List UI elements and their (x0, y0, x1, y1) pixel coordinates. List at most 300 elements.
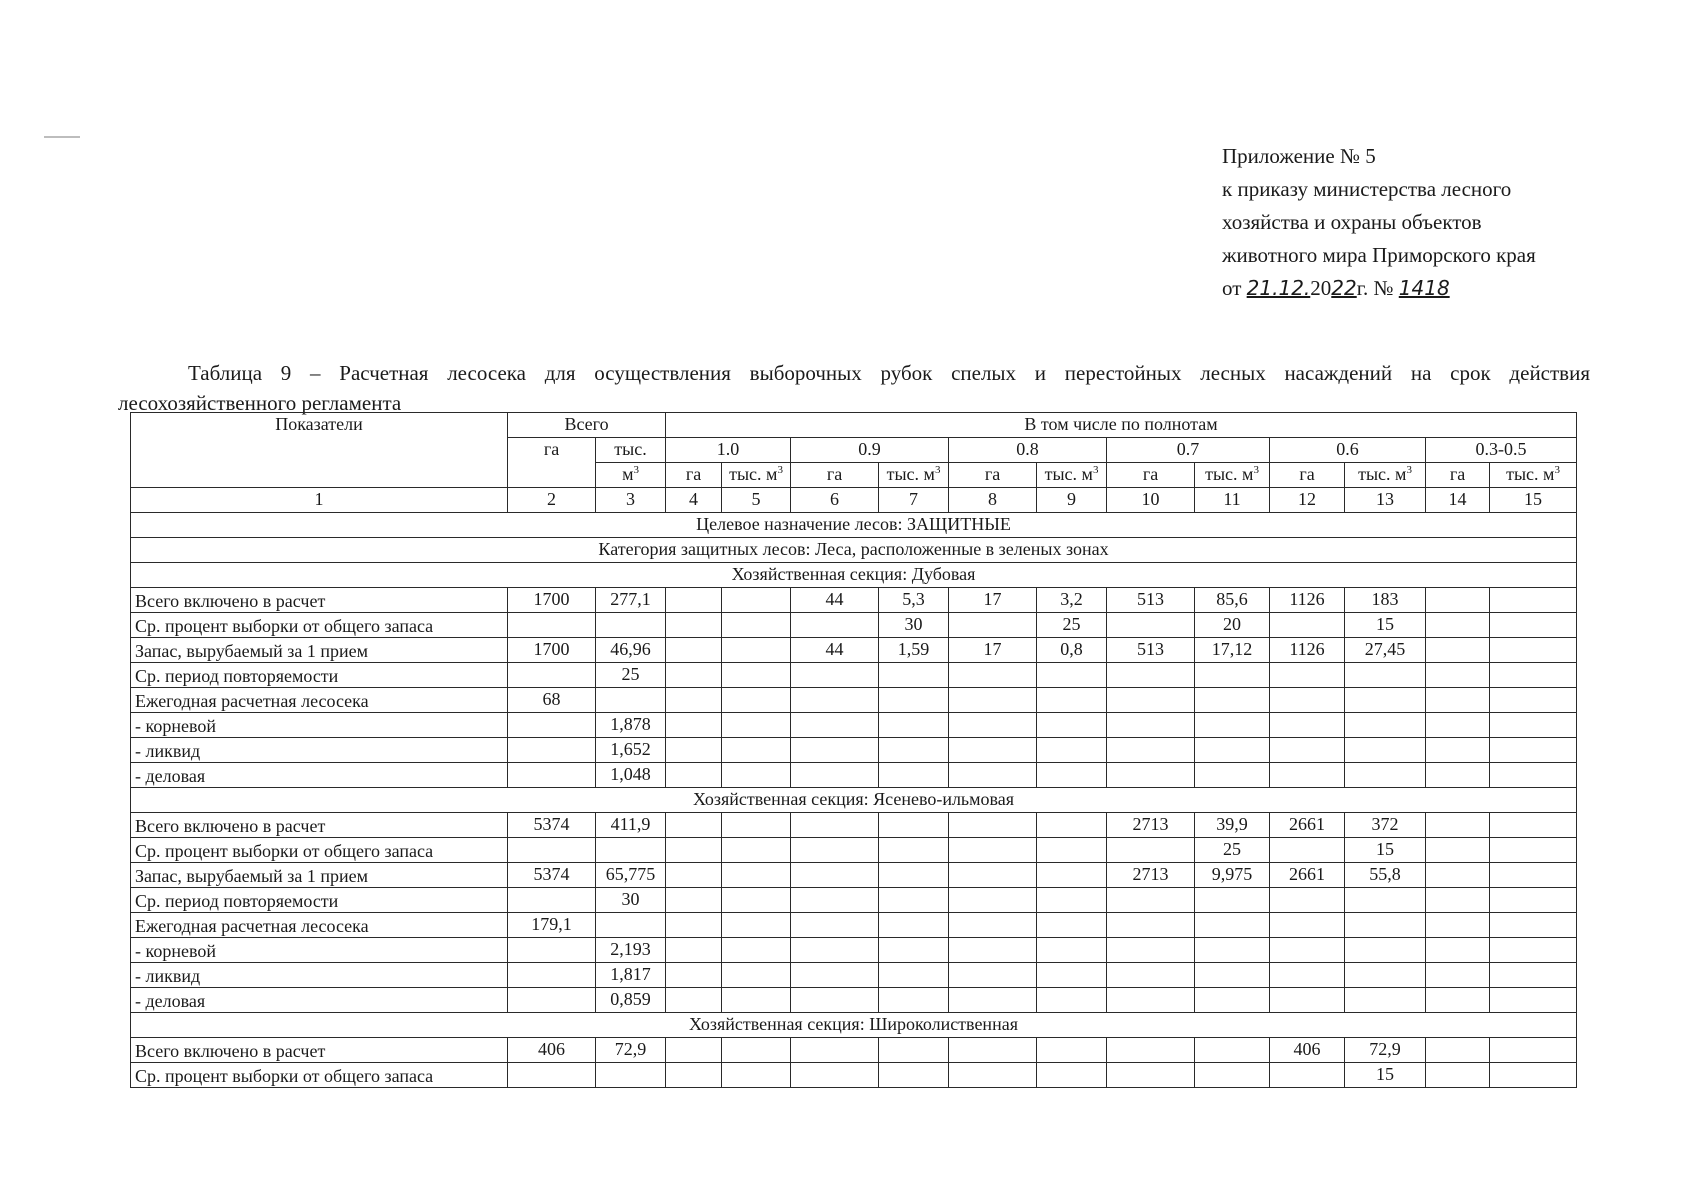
appendix-title: Приложение № 5 (1222, 144, 1376, 168)
table-cell (1107, 763, 1195, 788)
table-row (131, 938, 1577, 963)
table-cell (1490, 938, 1577, 963)
table-cell (1490, 738, 1577, 763)
table-cell (879, 913, 949, 938)
section-heading: Хозяйственная секция: Ясенево-ильмовая (131, 788, 1577, 813)
table-cell (666, 713, 722, 738)
indicators-header: Показатели (131, 413, 508, 488)
table-cell (666, 863, 722, 888)
table-cell (1270, 663, 1345, 688)
row-label: - корневой (131, 713, 508, 738)
table-cell: 183 (1345, 588, 1426, 613)
table-cell (1345, 913, 1426, 938)
table-cell (791, 688, 879, 713)
table-cell (1195, 763, 1270, 788)
table-cell: 65,775 (596, 863, 666, 888)
table-cell (791, 713, 879, 738)
table-cell (1107, 713, 1195, 738)
column-number-cell: 5 (722, 488, 791, 513)
table-cell (1037, 988, 1107, 1013)
row-label: - корневой (131, 938, 508, 963)
table-cell (949, 1038, 1037, 1063)
table-cell: 411,9 (596, 813, 666, 838)
table-cell (1195, 713, 1270, 738)
table-cell (1107, 888, 1195, 913)
table-cell (1195, 1063, 1270, 1088)
table-cell (879, 763, 949, 788)
table-cell (596, 913, 666, 938)
table-cell (1195, 663, 1270, 688)
table-cell: 15 (1345, 838, 1426, 863)
table-cell: 25 (1037, 613, 1107, 638)
table-cell (949, 863, 1037, 888)
table-cell (1037, 863, 1107, 888)
unit-thous-m3-header (1345, 463, 1426, 488)
table-cell (791, 813, 879, 838)
column-number-cell: 9 (1037, 488, 1107, 513)
table-row (131, 738, 1577, 763)
table-cell: 1700 (508, 588, 596, 613)
table-cell (949, 763, 1037, 788)
table-cell (666, 1038, 722, 1063)
table-cell: 30 (596, 888, 666, 913)
table-cell (1195, 988, 1270, 1013)
density-header: 1.0 (666, 438, 791, 463)
table-cell (1270, 763, 1345, 788)
column-number-cell: 11 (1195, 488, 1270, 513)
table-cell: 2713 (1107, 863, 1195, 888)
table-row (131, 638, 1577, 663)
table-cell (1426, 888, 1490, 913)
table-cell: 0,8 (1037, 638, 1107, 663)
table-cell (666, 888, 722, 913)
table-cell (1426, 613, 1490, 638)
table-cell: 5374 (508, 863, 596, 888)
table-cell (1426, 913, 1490, 938)
table-cell: 2713 (1107, 813, 1195, 838)
table-cell (722, 838, 791, 863)
unit-text: тыс. м (729, 464, 778, 484)
table-cell (949, 813, 1037, 838)
table-cell (949, 688, 1037, 713)
table-cell: 17,12 (1195, 638, 1270, 663)
table-cell (1037, 813, 1107, 838)
table-cell (1270, 713, 1345, 738)
table-body (131, 513, 1577, 1088)
table-cell: 17 (949, 638, 1037, 663)
table-cell: 5374 (508, 813, 596, 838)
table-cell (1490, 963, 1577, 988)
table-cell: 2661 (1270, 863, 1345, 888)
unit-text: тыс. м (886, 464, 935, 484)
table-cell (1490, 913, 1577, 938)
table-cell (791, 613, 879, 638)
table-cell (1195, 938, 1270, 963)
unit-ha-header: га (949, 463, 1037, 488)
appendix-line-3: хозяйства и охраны объектов (1222, 210, 1482, 234)
table-cell (1490, 813, 1577, 838)
table-cell: 25 (596, 663, 666, 688)
table-cell (1037, 913, 1107, 938)
table-cell: 46,96 (596, 638, 666, 663)
table-row (131, 1038, 1577, 1063)
column-number-cell: 12 (1270, 488, 1345, 513)
table-row (131, 713, 1577, 738)
date-prefix: от (1222, 276, 1242, 300)
unit-text: м (622, 464, 634, 484)
density-header: 0.7 (1107, 438, 1270, 463)
table-row (131, 963, 1577, 988)
table-cell: 406 (508, 1038, 596, 1063)
table-cell (666, 963, 722, 988)
table-cell (666, 813, 722, 838)
table-cell (1195, 738, 1270, 763)
table-cell (1107, 688, 1195, 713)
table-cell (949, 838, 1037, 863)
table-cell (1270, 913, 1345, 938)
caption-line-1: Таблица 9 – Расчетная лесосека для осуществления выборочных рубок спелых и перестойных лесных насаждений на срок действия (188, 361, 1590, 385)
table-cell (1270, 613, 1345, 638)
table-cell: 179,1 (508, 913, 596, 938)
table-cell (1426, 863, 1490, 888)
table-cell (596, 688, 666, 713)
table-cell (508, 838, 596, 863)
table-cell (879, 813, 949, 838)
table-cell (722, 663, 791, 688)
table-cell (1426, 963, 1490, 988)
table-cell (722, 763, 791, 788)
table-cell (1037, 838, 1107, 863)
table-cell (791, 1063, 879, 1088)
unit-ha-header: га (1270, 463, 1345, 488)
appendix-date-line (1222, 272, 1536, 305)
table-cell (949, 738, 1037, 763)
table-cell: 2661 (1270, 813, 1345, 838)
table-cell (879, 688, 949, 713)
table-cell (722, 738, 791, 763)
unit-thous-m3-header (1037, 463, 1107, 488)
table-cell (1345, 963, 1426, 988)
table-cell (722, 988, 791, 1013)
table-cell (1426, 763, 1490, 788)
column-number-cell: 4 (666, 488, 722, 513)
table-cell: 9,975 (1195, 863, 1270, 888)
table-cell (508, 738, 596, 763)
table-cell (879, 738, 949, 763)
table-cell (1195, 1038, 1270, 1063)
table-cell (508, 988, 596, 1013)
row-label: - деловая (131, 988, 508, 1013)
table-cell (791, 913, 879, 938)
table-cell (791, 1038, 879, 1063)
row-label: - ликвид (131, 738, 508, 763)
table-cell (949, 988, 1037, 1013)
total-m3-header (596, 463, 666, 488)
table-row (131, 988, 1577, 1013)
category-heading-row (131, 538, 1577, 563)
table-cell: 15 (1345, 613, 1426, 638)
table-cell (1490, 1038, 1577, 1063)
density-header: 0.9 (791, 438, 949, 463)
table-cell (949, 663, 1037, 688)
column-number-cell: 10 (1107, 488, 1195, 513)
table-cell: 68 (508, 688, 596, 713)
section-heading-row (131, 1013, 1577, 1038)
table-cell (1490, 588, 1577, 613)
table-cell (1426, 688, 1490, 713)
allowable-cut-table (130, 412, 1577, 1088)
table-cell (722, 863, 791, 888)
table-cell (791, 738, 879, 763)
unit-text: тыс. м (1358, 464, 1407, 484)
table-cell (722, 938, 791, 963)
unit-ha-header: га (791, 463, 879, 488)
table-cell (879, 1063, 949, 1088)
row-label: Ср. процент выборки от общего запаса (131, 1063, 508, 1088)
table-cell (1426, 838, 1490, 863)
table-cell (722, 713, 791, 738)
table-cell: 17 (949, 588, 1037, 613)
table-cell (1270, 938, 1345, 963)
table-header (131, 413, 1577, 513)
total-header: Всего (508, 413, 666, 438)
table-cell (508, 963, 596, 988)
table-cell (1107, 1038, 1195, 1063)
table-cell (1037, 713, 1107, 738)
unit-superscript: 3 (633, 464, 639, 476)
table-cell (1107, 838, 1195, 863)
table-cell (666, 913, 722, 938)
table-cell (508, 713, 596, 738)
table-cell: 85,6 (1195, 588, 1270, 613)
row-label: Ср. период повторяемости (131, 888, 508, 913)
table-cell (666, 738, 722, 763)
row-label: Ежегодная расчетная лесосека (131, 913, 508, 938)
table-cell (1270, 963, 1345, 988)
table-cell (1426, 938, 1490, 963)
table-cell (666, 638, 722, 663)
table-row (131, 763, 1577, 788)
row-label: Запас, вырубаемый за 1 прием (131, 638, 508, 663)
table-cell (949, 1063, 1037, 1088)
table-cell: 72,9 (596, 1038, 666, 1063)
appendix-line-4: животного мира Приморского края (1222, 243, 1536, 267)
unit-superscript: 3 (934, 464, 941, 476)
table-cell (1037, 738, 1107, 763)
table-cell (1426, 988, 1490, 1013)
row-label: Всего включено в расчет (131, 1038, 508, 1063)
row-label: Ср. процент выборки от общего запаса (131, 838, 508, 863)
table-cell: 27,45 (1345, 638, 1426, 663)
table-cell (722, 888, 791, 913)
table-cell (1426, 638, 1490, 663)
table-row (131, 1063, 1577, 1088)
unit-superscript: 3 (1253, 464, 1259, 476)
table-cell (666, 613, 722, 638)
column-number-cell: 13 (1345, 488, 1426, 513)
table-cell (722, 963, 791, 988)
table-row (131, 838, 1577, 863)
year-prefix: 20 (1310, 276, 1332, 300)
table-caption (118, 358, 1590, 418)
table-cell (1195, 888, 1270, 913)
table-cell: 3,2 (1037, 588, 1107, 613)
table-cell (722, 1038, 791, 1063)
appendix-line-2: к приказу министерства лесного (1222, 177, 1512, 201)
table-cell (1490, 638, 1577, 663)
section-heading-row (131, 788, 1577, 813)
unit-text: тыс. м (1506, 464, 1555, 484)
table-cell (1345, 988, 1426, 1013)
table-cell (1490, 838, 1577, 863)
table-cell (1107, 738, 1195, 763)
table-cell (666, 938, 722, 963)
table-cell (666, 838, 722, 863)
table-cell (666, 763, 722, 788)
table-cell (1270, 688, 1345, 713)
table-cell (879, 838, 949, 863)
table-cell (1037, 963, 1107, 988)
section-heading: Хозяйственная секция: Дубовая (131, 563, 1577, 588)
table-cell (1426, 713, 1490, 738)
row-label: Всего включено в расчет (131, 813, 508, 838)
column-number-row (131, 488, 1577, 513)
purpose-heading: Целевое назначение лесов: ЗАЩИТНЫЕ (131, 513, 1577, 538)
table-cell (508, 613, 596, 638)
table-cell (1490, 988, 1577, 1013)
purpose-heading-row (131, 513, 1577, 538)
row-label: Ср. процент выборки от общего запаса (131, 613, 508, 638)
table-cell (1490, 888, 1577, 913)
table-cell (1490, 763, 1577, 788)
table-cell: 39,9 (1195, 813, 1270, 838)
table-row (131, 913, 1577, 938)
table-cell (1037, 688, 1107, 713)
table-cell (1345, 688, 1426, 713)
table-cell (791, 663, 879, 688)
row-label: - ликвид (131, 963, 508, 988)
unit-text: тыс. м (1205, 464, 1254, 484)
category-heading: Категория защитных лесов: Леса, расположенные в зеленых зонах (131, 538, 1577, 563)
table-cell (879, 1038, 949, 1063)
table-cell (508, 938, 596, 963)
table-row (131, 813, 1577, 838)
table-cell (1270, 988, 1345, 1013)
table-cell (596, 1063, 666, 1088)
table-cell (879, 988, 949, 1013)
table-cell: 1,652 (596, 738, 666, 763)
table-cell (879, 713, 949, 738)
table-cell (1195, 913, 1270, 938)
table-cell (1037, 663, 1107, 688)
table-cell: 0,859 (596, 988, 666, 1013)
table-row (131, 863, 1577, 888)
table-cell: 1126 (1270, 638, 1345, 663)
table-cell: 1700 (508, 638, 596, 663)
table-cell (1107, 988, 1195, 1013)
table-cell (1107, 913, 1195, 938)
unit-thous-m3-header (1195, 463, 1270, 488)
unit-ha-header: га (1107, 463, 1195, 488)
table-cell (1037, 763, 1107, 788)
table-cell: 406 (1270, 1038, 1345, 1063)
table-cell (1345, 738, 1426, 763)
table-cell (1345, 938, 1426, 963)
density-header: 0.3-0.5 (1426, 438, 1577, 463)
table-row (131, 688, 1577, 713)
table-row (131, 588, 1577, 613)
table-cell (1107, 613, 1195, 638)
table-cell (722, 588, 791, 613)
table-row (131, 663, 1577, 688)
table-cell (879, 963, 949, 988)
table-row (131, 888, 1577, 913)
table-cell (879, 938, 949, 963)
table-cell (1037, 1063, 1107, 1088)
table-cell: 44 (791, 638, 879, 663)
table-cell (1345, 663, 1426, 688)
unit-thous-m3-header (722, 463, 791, 488)
order-label: г. № (1356, 276, 1394, 300)
table-cell (791, 763, 879, 788)
appendix-block (1222, 140, 1536, 305)
table-cell: 1,048 (596, 763, 666, 788)
table-cell (1426, 1063, 1490, 1088)
table-cell (791, 938, 879, 963)
table-cell (1107, 938, 1195, 963)
table-cell (508, 1063, 596, 1088)
table-cell: 277,1 (596, 588, 666, 613)
table-cell (722, 913, 791, 938)
table-cell (1426, 588, 1490, 613)
table-cell (1490, 863, 1577, 888)
table-cell: 1,878 (596, 713, 666, 738)
table-cell (791, 988, 879, 1013)
table-cell (508, 888, 596, 913)
total-thous-header: тыс. (596, 438, 666, 463)
table-cell (949, 938, 1037, 963)
unit-superscript: 3 (1092, 464, 1099, 476)
table-cell (666, 1063, 722, 1088)
section-heading-row (131, 563, 1577, 588)
table-cell: 5,3 (879, 588, 949, 613)
table-cell: 44 (791, 588, 879, 613)
column-number-cell: 8 (949, 488, 1037, 513)
density-header: 0.8 (949, 438, 1107, 463)
table-cell (1426, 738, 1490, 763)
unit-superscript: 3 (1406, 464, 1412, 476)
table-cell (1270, 1063, 1345, 1088)
unit-text: тыс. м (1044, 464, 1093, 484)
table-cell (666, 588, 722, 613)
table-cell (791, 838, 879, 863)
table-cell (1490, 688, 1577, 713)
table-cell: 30 (879, 613, 949, 638)
row-label: Запас, вырубаемый за 1 прием (131, 863, 508, 888)
table-row (131, 613, 1577, 638)
table-cell (666, 663, 722, 688)
table-cell (722, 813, 791, 838)
table-cell (1037, 888, 1107, 913)
total-ha-header: га (508, 438, 596, 488)
column-number-cell: 15 (1490, 488, 1577, 513)
table-cell (1195, 688, 1270, 713)
table-cell (1270, 888, 1345, 913)
unit-superscript: 3 (1554, 464, 1560, 476)
unit-thous-m3-header (879, 463, 949, 488)
row-label: - деловая (131, 763, 508, 788)
table-cell (949, 913, 1037, 938)
